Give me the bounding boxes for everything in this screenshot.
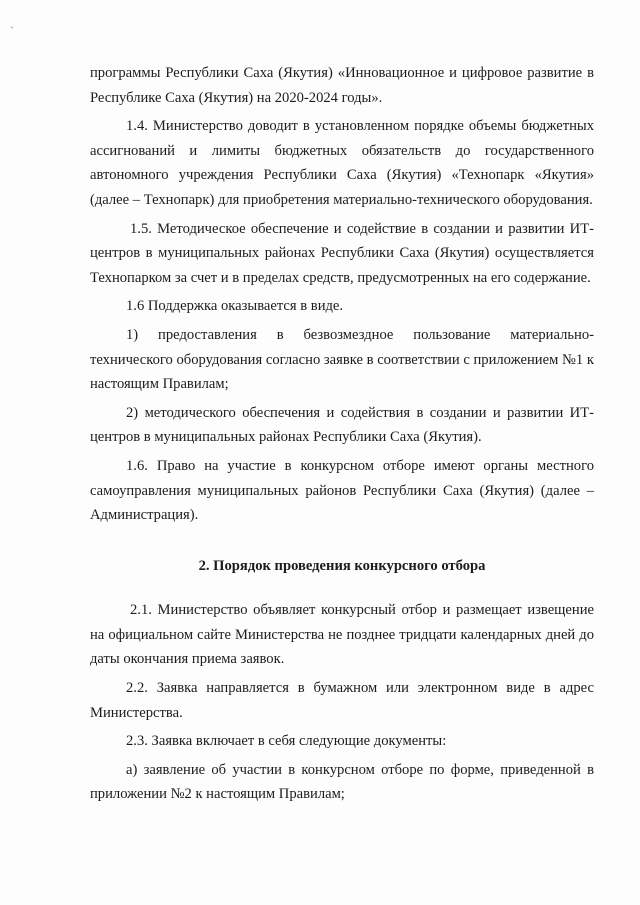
paragraph-1-6-support: 1.6 Поддержка оказывается в виде. xyxy=(126,298,344,315)
paragraph-1-4: 1.4. Министерство доводит в установленном порядке объемы бюджетных ассигнований и лимиты бюджетных обязательств до государственного автономного учреждения Республики Саха (Якутия) «Технопарк «Якутия» (далее – Технопарк) для приобретения материально-технического оборудования. xyxy=(90,118,594,208)
paragraph-2-3: 2.3. Заявка включает в себя следующие документы: xyxy=(126,733,447,750)
paragraph-2-2: 2.2. Заявка направляется в бумажном или электронном виде в адрес Министерства. xyxy=(90,680,594,721)
paragraph-1-5: 1.5. Методическое обеспечение и содействие в создании и развитии ИТ-центров в муниципальных районах Республики Саха (Якутия) осуществляется Технопарком за счет и в пределах средств, предусмотренных на его содержание. xyxy=(90,220,594,286)
paragraph-item-2: 2) методического обеспечения и содействия в создании и развитии ИТ-центров в муниципальных районах Республики Саха (Якутия). xyxy=(90,404,594,446)
paragraph-program-continuation: программы Республики Саха (Якутия) «Инновационное и цифровое развитие в Республике Саха (Якутия) на 2020-2024 годы». xyxy=(90,65,594,106)
section-heading: 2. Порядок проведения конкурсного отбора xyxy=(198,557,486,574)
paragraph-2-3-a: а) заявление об участии в конкурсном отборе по форме, приведенной в приложении №2 к настоящим Правилам; xyxy=(90,761,594,803)
scan-corner-mark: ˎ xyxy=(10,15,14,29)
paragraph-1-6-participation: 1.6. Право на участие в конкурсном отборе имеют органы местного самоуправления муниципальных районов Республики Саха (Якутия) (далее – Администрация). xyxy=(90,457,594,524)
paragraph-2-1: 2.1. Министерство объявляет конкурсный отбор и размещает извещение на официальном сайте Министерства не позднее тридцати календарных дней до даты окончания приема заявок. xyxy=(90,602,594,668)
paragraph-item-1: 1) предоставления в безвозмездное пользование материально-технического оборудования согласно заявке в соответствии с приложением №1 к настоящим Правилам; xyxy=(90,326,594,393)
